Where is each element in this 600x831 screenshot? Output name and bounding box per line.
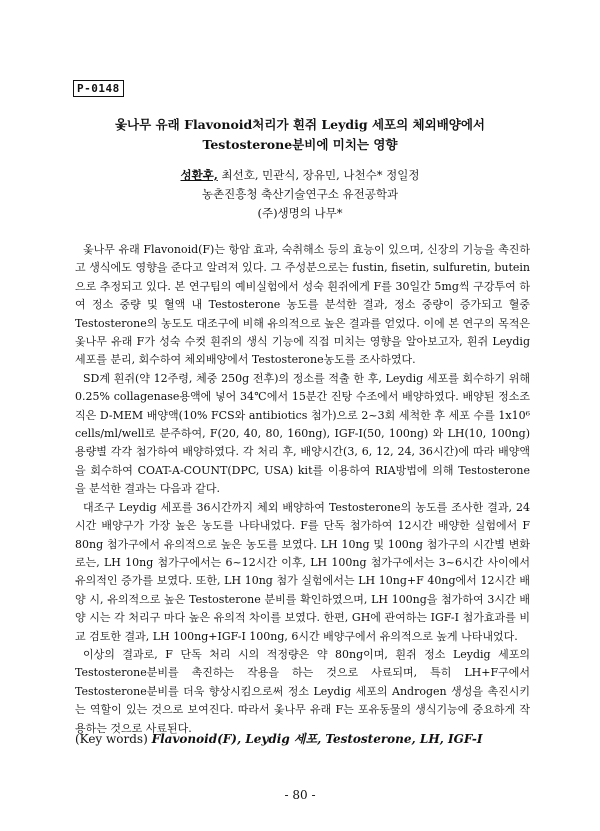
keywords-label: (Key words) [75, 732, 152, 746]
abstract-code: P-0148 [73, 80, 124, 97]
affiliation-2: (주)생명의 나무* [257, 206, 343, 220]
page-number: - 80 - [284, 788, 316, 802]
paragraph-results: 대조구 Leydig 세포를 36시간까지 체외 배양하여 Testosterone의 농도를 조사한 결과, 24시간 배양구가 가장 높은 농도를 나타내었다. F를 단독 첨가하여 12시간 배양한 실험에서 F 80ng 첨가구에서 유의적으로 높은 농도를 보였다. LH 10ng 및 100ng 첨가구의 시간별 변화로는, LH 10ng 첨가구에서는 6~12시간 이후, LH 100ng 첨가구에서는 3~6시간 사이에서 유의적인 증가를 보였다. 또한, LH 10ng 첨가 실험에서는 LH 10ng+F 40ng에서 12시간 배양 시, 유의적으로 높은 Testosterone 분비를 확인하였으며, LH 100ng을 첨가하여 3시간 배양 시는 각 처리구 마다 높은 유의적 차이를 보였다. 한편, GH에 관여하는 IGF-I 첨가효과를 비교 검토한 결과, LH 100ng+IGF-I 100ng, 6시간 배양구에서 유의적으로 높게 나타내었다. [75, 500, 530, 643]
presenting-author: 성환후, [180, 168, 218, 182]
paragraph-conclusion: 이상의 결과로, F 단독 처리 시의 적정량은 약 80ng이며, 흰쥐 정소 Leydig 세포의 Testosterone분비를 촉진하는 작용을 하는 것으로 사료되며, 특히 LH+F구에서 Testosterone분비를 더욱 향상시킴으로써 정소 Leydig 세포의 Androgen 생성을 촉진시키는 역할이 있는 것으로 보여진다. 따라서 옻나무 유래 F는 포유동물의 생식기능에 중요하게 작용하는 것으로 사료된다. [75, 647, 530, 735]
affiliation-1: 농촌진흥청 축산기술연구소 유전공학과 [201, 187, 399, 201]
abstract-body [75, 241, 530, 738]
keywords [75, 730, 535, 748]
paragraph-methods: SD계 흰쥐(약 12주령, 체중 250g 전후)의 정소를 적출 한 후, Leydig 세포를 회수하기 위해 0.25% collagenase용액에 넣어 34℃에서 15분간 진탕 수조에서 배양하였다. 배양된 정소조직은 D-MEM 배양액(10% FCS와 antibiotics 첨가)으로 2~3회 세척한 후 세포 수를 1x10⁶ cells/ml/well로 분주하여, F(20, 40, 80, 160ng), IGF-I(50, 100ng) 와 LH(10, 100ng) 용량별 각각 첨가하여 배양하였다. 각 처리 후, 배양시간(3, 6, 12, 24, 36시간)에 따라 배양액을 회수하여 COAT-A-COUNT(DPC, USA) kit를 이용하여 RIA방법에 의해 Testosterone을 분석한 결과는 다음과 같다. [75, 371, 530, 496]
title-line-1: 옻나무 유래 Flavonoid처리가 흰쥐 Leydig 세포의 체외배양에서 [114, 117, 485, 132]
author-line [60, 166, 540, 185]
keywords-terms: Flavonoid(F), Leydig 세포, Testosterone, LH, IGF-I [151, 732, 483, 746]
paragraph-intro: 옻나무 유래 Flavonoid(F)는 항암 효과, 숙취해소 등의 효능이 있으며, 신장의 기능을 촉진하고 생식에도 영향을 준다고 알려져 있다. 그 주성분으로는 fustin, fisetin, sulfuretin, butein으로 추정되고 있다. 본 연구팀의 예비실험에서 성숙 흰쥐에게 F를 30일간 5mg씩 구강투여 하여 정소 중량 및 혈액 내 Testosterone 농도를 분석한 결과, 정소 중량이 증가되고 혈중 Testosterone의 농도도 대조구에 비해 유의적으로 높은 결과를 얻었다. 이에 본 연구의 목적은 옻나무 유래 F가 성숙 수컷 흰쥐의 생식 기능에 직접 미치는 영향을 알아보고자, 흰쥐 Leydig 세포를 분리, 회수하여 체외배양에서 Testosterone농도를 조사하였다. [75, 243, 530, 367]
co-authors: 최선호, 민관식, 장유민, 나천수* 정일정 [217, 168, 420, 182]
title-line-2: Testosterone분비에 미치는 영향 [202, 137, 398, 152]
